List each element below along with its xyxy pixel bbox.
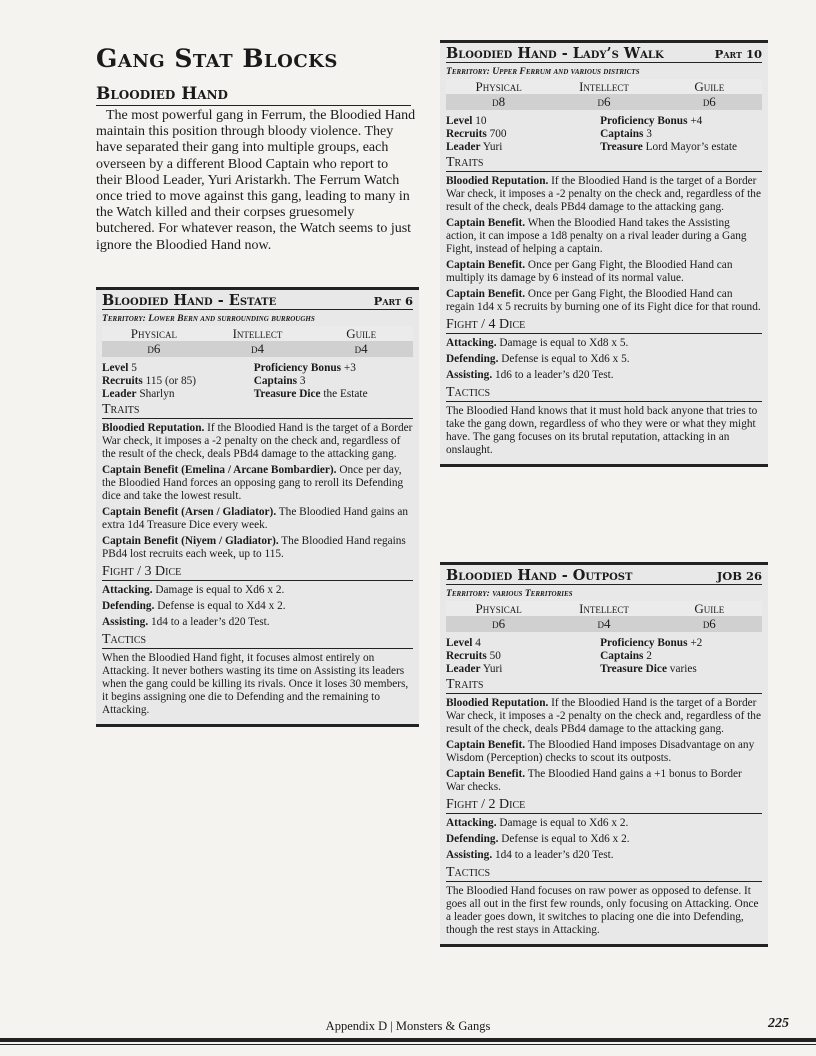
- leader-line: [446, 141, 600, 154]
- trait-text: Once per Gang Fight, the Bloodied Hand can multiply its damage by 6 instead of its normal value.: [446, 259, 733, 284]
- fight-action-name: Attacking.: [446, 817, 497, 829]
- leader-line: [446, 663, 600, 676]
- treasure-line-value: Lord Mayor’s estate: [645, 141, 738, 153]
- trait-name: Captain Benefit.: [446, 739, 526, 751]
- trait-text: If the Bloodied Hand is the target of a Border War check, it imposes a -2 penalty on the check and, regardless of the result of the check, deals PBd4 damage to the attacking gang.: [446, 175, 761, 213]
- fight-action-text: Damage is equal to Xd6 x 2.: [152, 584, 285, 596]
- trait: [102, 535, 413, 561]
- fight-action-text: Defense is equal to Xd4 x 2.: [154, 600, 286, 612]
- fight-action: [102, 600, 413, 613]
- footer-rule: [0, 1038, 816, 1042]
- ability-label: Guile: [694, 79, 725, 94]
- trait: [102, 506, 413, 532]
- block-part: Part 10: [714, 47, 762, 61]
- fight-heading: Fight / 3 Dice: [102, 564, 413, 581]
- ability-table: [102, 326, 413, 357]
- recruits-line-label: Recruits: [446, 128, 487, 140]
- ability-values: [102, 341, 413, 357]
- info-left: [446, 637, 600, 676]
- fight-action-name: Assisting.: [102, 616, 149, 628]
- trait: [446, 217, 762, 256]
- fight-action: [102, 616, 413, 629]
- level-line-label: Level: [446, 637, 473, 649]
- captains-line: [600, 650, 762, 663]
- fight-action: [102, 584, 413, 597]
- trait-name: Captain Benefit.: [446, 217, 526, 229]
- ability-label: Guile: [694, 601, 725, 616]
- ability-value: d6: [147, 341, 161, 356]
- block-part: JOB 26: [716, 569, 762, 583]
- captains-line: [600, 128, 762, 141]
- page-footer: Appendix D | Monsters & Gangs: [325, 1019, 491, 1033]
- captains-line-label: Captains: [253, 375, 298, 387]
- trait-text: Once per day, the Bloodied Hand forces an opposing gang to reroll its Defending dice and take the lowest result.: [102, 464, 404, 502]
- ability-label: Intellect: [232, 326, 283, 341]
- block-header: [102, 292, 413, 310]
- tactics-text: The Bloodied Hand knows that it must hold back anyone that tries to take the gang down, regardless of who they were or what they might have. The gang focuses on its brutal reputation, attacking in an onslaught.: [446, 405, 758, 456]
- ability-table: [446, 79, 762, 110]
- ability-label: Guile: [346, 326, 377, 341]
- trait-text: When the Bloodied Hand takes the Assisting action, it can impose a 1d8 penalty on a rival leader during a Gang Fight, instead of helping a captain.: [446, 217, 747, 255]
- ability-values: [446, 616, 762, 632]
- treasure-line: [254, 388, 413, 401]
- trait-name: Bloodied Reputation.: [446, 697, 549, 709]
- block-name: Bloodied Hand - Estate: [102, 292, 277, 309]
- ability-value: d6: [702, 616, 716, 631]
- trait-text: If the Bloodied Hand is the target of a Border War check, it imposes a -2 penalty on the check and, regardless of the result of the check, deals PBd4 damage to the attacking gang.: [102, 422, 413, 460]
- ability-label: Physical: [475, 79, 522, 94]
- block-name: Bloodied Hand - Outpost: [446, 567, 633, 584]
- ability-labels: [102, 326, 413, 341]
- ability-value: d6: [702, 94, 716, 109]
- recruits-line-label: Recruits: [102, 375, 143, 387]
- trait-name: Bloodied Reputation.: [446, 175, 549, 187]
- trait: [446, 739, 762, 765]
- block-header: [446, 567, 762, 585]
- stat-block-estate: [96, 287, 419, 727]
- ability-label: Physical: [475, 601, 522, 616]
- leader-line-value: Yuri: [482, 663, 503, 675]
- recruits-line-value: 115 (or 85): [145, 375, 197, 387]
- page-title: Gang Stat Blocks: [96, 44, 338, 73]
- block-name: Bloodied Hand - Lady’s Walk: [446, 45, 664, 62]
- info-right: [254, 362, 413, 401]
- proficiency-line: [600, 637, 762, 650]
- trait-name: Captain Benefit (Niyem / Gladiator).: [102, 535, 279, 547]
- captains-line-value: 2: [646, 650, 652, 662]
- ability-table: [446, 601, 762, 632]
- level-line: [446, 637, 600, 650]
- fight-action: [446, 849, 762, 862]
- ability-label: Physical: [130, 326, 177, 341]
- proficiency-line: [254, 362, 413, 375]
- trait: [446, 288, 762, 314]
- level-line: [102, 362, 254, 375]
- trait: [446, 259, 762, 285]
- trait-text: The Bloodied Hand gains an extra 1d4 Treasure Dice every week.: [102, 506, 409, 531]
- trait-name: Bloodied Reputation.: [102, 422, 205, 434]
- recruits-line: [102, 375, 254, 388]
- leader-line-value: Yuri: [482, 141, 503, 153]
- treasure-line: [600, 141, 762, 154]
- trait-text: Once per Gang Fight, the Bloodied Hand can regain 1d4 x 5 recruits by burning one of its Fight dice for that round.: [446, 288, 761, 313]
- fight-action: [446, 353, 762, 366]
- fight-action: [446, 833, 762, 846]
- trait-name: Captain Benefit.: [446, 259, 526, 271]
- treasure-line-value: varies: [669, 663, 697, 675]
- fight-action-text: Defense is equal to Xd6 x 2.: [498, 833, 630, 845]
- fight-action-name: Defending.: [446, 353, 499, 365]
- fight-action-name: Defending.: [102, 600, 155, 612]
- fight-action-text: 1d4 to a leader’s d20 Test.: [148, 616, 270, 628]
- stat-block-ladys-walk: [440, 40, 768, 467]
- ability-values: [446, 94, 762, 110]
- ability-label: Intellect: [579, 601, 629, 616]
- stat-block-outpost: [440, 562, 768, 947]
- proficiency-line-label: Proficiency Bonus: [600, 115, 688, 127]
- fight-heading: Fight / 2 Dice: [446, 797, 762, 814]
- page-number: 225: [768, 1016, 789, 1031]
- trait-name: Captain Benefit.: [446, 288, 526, 300]
- captains-line-label: Captains: [600, 128, 644, 140]
- ability-labels: [446, 79, 762, 94]
- ability-value: d8: [492, 94, 506, 109]
- fight-action-text: Damage is equal to Xd8 x 5.: [496, 337, 629, 349]
- proficiency-line-label: Proficiency Bonus: [253, 362, 342, 374]
- info-left: [446, 115, 600, 154]
- tactics-text: When the Bloodied Hand fight, it focuses almost entirely on Attacking. It never bothers wasting its time on Assisting its leaders when the gang could be killing its rivals. Once it loses 30 members, it begins assigning one die to Defending and the remaining to Attacking.: [102, 652, 409, 716]
- block-part: Part 6: [373, 294, 413, 308]
- fight-action-name: Assisting.: [446, 369, 493, 381]
- captains-line: [254, 375, 413, 388]
- trait: [446, 175, 762, 214]
- ability-value: d4: [251, 341, 264, 356]
- leader-line-label: Leader: [446, 663, 481, 675]
- ability-label: Intellect: [579, 79, 629, 94]
- trait: [446, 697, 762, 736]
- trait: [102, 464, 413, 503]
- fight-action: [446, 337, 762, 350]
- trait: [102, 422, 413, 461]
- treasure-line-label: Treasure Dice: [253, 388, 321, 400]
- recruits-line-value: 50: [489, 650, 501, 662]
- block-territory: Territory: Upper Ferrum and various districts: [446, 66, 640, 77]
- fight-action-name: Attacking.: [446, 337, 497, 349]
- fight-heading: Fight / 4 Dice: [446, 317, 762, 334]
- fight-action-name: Defending.: [446, 833, 499, 845]
- section-title: Bloodied Hand: [96, 84, 411, 106]
- recruits-line: [446, 650, 600, 663]
- leader-line-label: Leader: [102, 388, 137, 400]
- proficiency-line-label: Proficiency Bonus: [600, 637, 688, 649]
- ability-value: d6: [492, 616, 506, 631]
- tactics-text: The Bloodied Hand focuses on raw power as opposed to defense. It goes all out in the first few rounds, only focusing on Attacking. Once a leader goes down, it switches to placing one die into Defending, though the rest stays in Attacking.: [446, 885, 759, 936]
- traits-heading: Traits: [102, 402, 413, 419]
- info-right: [600, 115, 762, 154]
- tactics-heading: Tactics: [446, 385, 762, 402]
- level-line-value: 5: [131, 362, 137, 374]
- trait-text: If the Bloodied Hand is the target of a Border War check, it imposes a -2 penalty on the check and, regardless of the result of the check, deals PBd4 damage to the attacking gang.: [446, 697, 761, 735]
- trait-name: Captain Benefit (Emelina / Arcane Bombardier).: [102, 464, 337, 476]
- level-line-value: 4: [475, 637, 481, 649]
- intro-paragraph: The most powerful gang in Ferrum, the Bloodied Hand maintain this position through bloody violence. They have separated their gang into multiple groups, each overseen by a different Blood Captain who report to their Blood Leader, Yuri Aristarkh. The Ferrum Watch once tried to move against this gang, leading to many in the Watch killed and their corpses gruesomely butchered. For whatever reason, the Watch seems to just ignore the Bloodied Hand now.: [96, 108, 416, 253]
- treasure-line: [600, 663, 762, 676]
- level-line: [446, 115, 600, 128]
- fight-action-text: Defense is equal to Xd6 x 5.: [498, 353, 630, 365]
- ability-value: d6: [597, 94, 611, 109]
- level-line-label: Level: [446, 115, 473, 127]
- recruits-line-value: 700: [489, 128, 507, 140]
- captains-line-value: 3: [299, 375, 306, 387]
- trait-text: The Bloodied Hand regains PBd4 lost recruits each week, up to 115.: [102, 535, 406, 560]
- trait-name: Captain Benefit.: [446, 768, 526, 780]
- ability-value: d4: [354, 341, 368, 356]
- leader-line-label: Leader: [446, 141, 481, 153]
- trait-text: The Bloodied Hand imposes Disadvantage on any Wisdom (Perception) checks to scout its outposts.: [446, 739, 755, 764]
- proficiency-line-value: +3: [343, 362, 356, 374]
- tactics-heading: Tactics: [446, 865, 762, 882]
- treasure-line-value: the Estate: [323, 388, 368, 400]
- info-right: [600, 637, 762, 676]
- proficiency-line-value: +2: [690, 637, 703, 649]
- fight-action-text: Damage is equal to Xd6 x 2.: [496, 817, 629, 829]
- fight-action-name: Attacking.: [102, 584, 153, 596]
- leader-line: [102, 388, 254, 401]
- captains-line-value: 3: [646, 128, 652, 140]
- fight-action-text: 1d4 to a leader’s d20 Test.: [492, 849, 614, 861]
- traits-heading: Traits: [446, 155, 762, 172]
- leader-line-value: Sharlyn: [139, 388, 175, 400]
- info-left: [102, 362, 254, 401]
- block-header: [446, 45, 762, 63]
- trait-name: Captain Benefit (Arsen / Gladiator).: [102, 506, 277, 518]
- fight-action-name: Assisting.: [446, 849, 493, 861]
- traits-heading: Traits: [446, 677, 762, 694]
- trait: [446, 768, 762, 794]
- tactics-heading: Tactics: [102, 632, 413, 649]
- trait-text: The Bloodied Hand gains a +1 bonus to Border War checks.: [446, 768, 742, 793]
- block-info: [102, 362, 413, 401]
- block-territory: Territory: Lower Bern and surrounding burroughs: [102, 313, 315, 324]
- ability-value: d4: [597, 616, 611, 631]
- ability-labels: [446, 601, 762, 616]
- level-line-label: Level: [102, 362, 129, 374]
- proficiency-line-value: +4: [690, 115, 703, 127]
- treasure-line-label: Treasure: [600, 141, 643, 153]
- proficiency-line: [600, 115, 762, 128]
- fight-action: [446, 817, 762, 830]
- block-info: [446, 637, 762, 676]
- captains-line-label: Captains: [600, 650, 644, 662]
- fight-action: [446, 369, 762, 382]
- treasure-line-label: Treasure Dice: [600, 663, 667, 675]
- recruits-line: [446, 128, 600, 141]
- block-territory: Territory: various Territories: [446, 588, 573, 599]
- footer-rule-thin: [0, 1044, 816, 1045]
- level-line-value: 10: [475, 115, 487, 127]
- fight-action-text: 1d6 to a leader’s d20 Test.: [492, 369, 614, 381]
- recruits-line-label: Recruits: [446, 650, 487, 662]
- block-info: [446, 115, 762, 154]
